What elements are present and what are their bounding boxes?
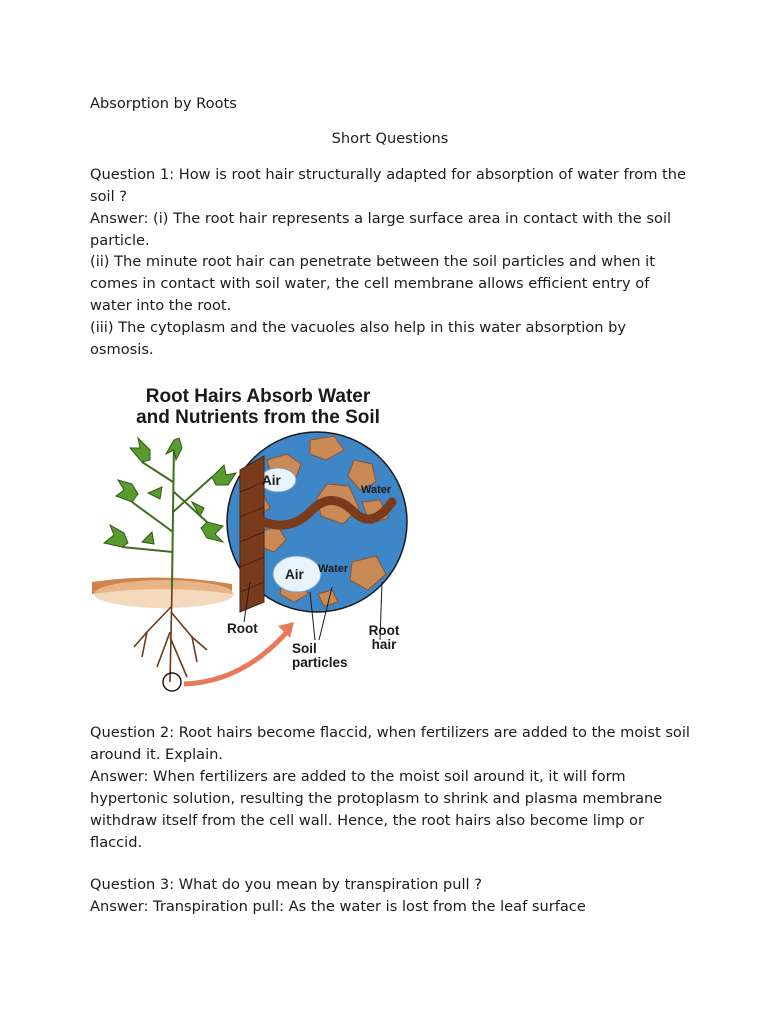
question-text: Question 3: What do you mean by transpiration pull ? (90, 876, 482, 894)
root-hair-label: Root hair (368, 622, 400, 652)
root-label: Root (227, 620, 258, 636)
question-text: Question 1: How is root hair structurally adapted for absorption of water from the soil ? (90, 165, 686, 205)
section-heading: Short Questions (331, 129, 449, 147)
document-page (90, 93, 690, 939)
answer-line: Answer: When fertilizers are added to the moist soil around it, it will form hypertonic solution, resulting the protoplasm to shrink and plasma membrane withdraw itself from the cell wall. Hence, the root hairs also become limp or flaccid. (90, 767, 663, 851)
soil-particles-label: Soil particles (292, 640, 348, 670)
question-block-3 (90, 874, 690, 918)
air-label-bottom: Air (285, 566, 304, 582)
air-label-top: Air (262, 472, 281, 488)
figure-title (98, 386, 418, 428)
root-hair-illustration (92, 382, 422, 702)
figure-title-line: and Nutrients from the Soil (136, 406, 380, 428)
water-label-top: Water (361, 483, 392, 496)
question-block-1 (90, 164, 690, 361)
question-block-2 (90, 722, 690, 853)
question-text: Question 2: Root hairs become flaccid, when fertilizers are added to the moist soil around it. Explain. (90, 723, 690, 763)
answer-line: Answer: Transpiration pull: As the water is lost from the leaf surface (90, 898, 586, 916)
water-label-bottom: Water (318, 562, 349, 575)
answer-line: (iii) The cytoplasm and the vacuoles also help in this water absorption by osmosis. (90, 319, 627, 359)
root-hair-figure (92, 382, 422, 702)
document-title: Absorption by Roots (90, 95, 237, 112)
answer-line: (ii) The minute root hair can penetrate between the soil particles and when it comes in contact with soil water, the cell membrane allows efficient entry of water into the root. (90, 253, 655, 315)
answer-line: Answer: (i) The root hair represents a large surface area in contact with the soil particle. (90, 209, 672, 249)
figure-title-line: Root Hairs Absorb Water (145, 385, 371, 407)
